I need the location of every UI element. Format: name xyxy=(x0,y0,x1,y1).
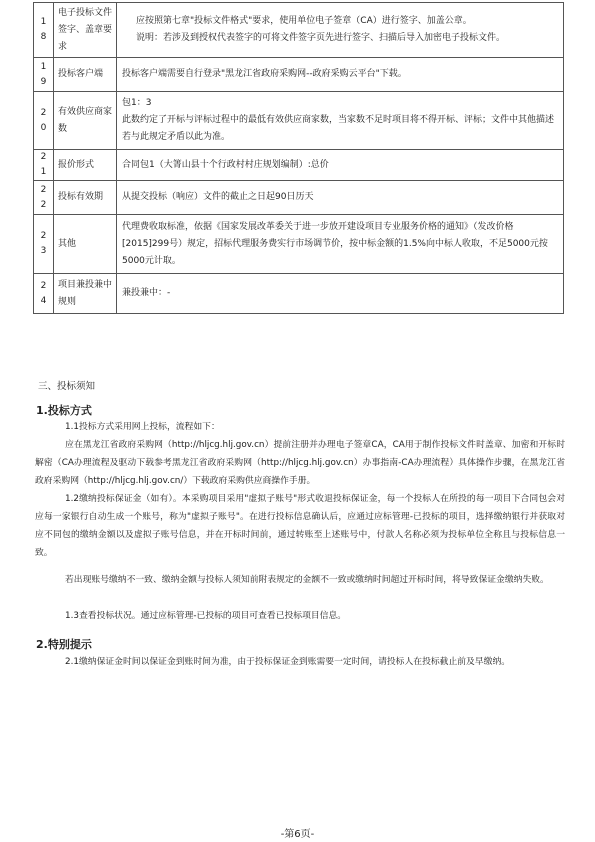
row-content-line: 从提交投标（响应）文件的截止之日起90日历天 xyxy=(122,192,314,202)
row-number xyxy=(34,274,54,314)
row-number-digit: 2 xyxy=(40,107,47,118)
row-number xyxy=(34,181,54,215)
table-row xyxy=(34,3,564,58)
bid-requirements-table xyxy=(33,2,564,314)
row-number-digit: 9 xyxy=(40,76,47,87)
row-label: 电子投标文件签字、盖章要求 xyxy=(54,3,117,58)
row-number-digit: 2 xyxy=(40,199,47,210)
row-content xyxy=(117,274,564,314)
row-content-line: 代理费收取标准，依据《国家发展改革委关于进一步放开建设项目专业服务价格的通知》（发改价格[2015]299号）规定，招标代理服务费实行市场调节价，按中标金额的1.5%向中标人收取，不足5000元按5000元计取。 xyxy=(122,221,548,266)
row-number-digit: 0 xyxy=(40,122,47,133)
row-content xyxy=(117,181,564,215)
page-number: -第6页- xyxy=(280,829,315,840)
row-number xyxy=(34,58,54,92)
row-label: 投标客户端 xyxy=(54,58,117,92)
table-row xyxy=(34,150,564,181)
row-content-line: 应按照第七章"投标文件格式"要求，使用单位电子签章（CA）进行签字、加盖公章。 xyxy=(136,16,472,26)
row-number-digit: 2 xyxy=(40,152,47,162)
para-1-2: 1.2缴纳投标保证金（如有）。本采购项目采用"虚拟子账号"形式收退投标保证金，每一个投标人在所投的每一项目下合同包会对应每一家银行自动生成一个账号，称为"虚拟子账号"。在进行投标信息确认后，应通过应标管理-已投标的项目，选择缴纳银行并获取对应不同包的缴纳金额以及虚拟子账号信息，并在开标时间前，通过转账至上述账号中，付款人名称必须为投标单位全称且与投标信息一致。 xyxy=(35,494,565,558)
row-number-digit: 2 xyxy=(40,231,47,241)
row-content-line: 投标客户端需要自行登录"黑龙江省政府采购网--政府采购云平台"下载。 xyxy=(122,69,407,79)
row-number-digit: 2 xyxy=(40,280,47,291)
row-content-line: 说明：若涉及到授权代表签字的可将文件签字页先进行签字、扫描后导入加密电子投标文件。 xyxy=(136,33,506,43)
para-1-3: 1.3查看投标状况。通过应标管理-已投标的项目可查看已投标项目信息。 xyxy=(65,611,347,621)
row-number xyxy=(34,92,54,150)
row-content-line: 兼投兼中：- xyxy=(122,288,171,298)
row-number xyxy=(34,3,54,58)
row-content xyxy=(117,92,564,150)
row-number-digit: 3 xyxy=(40,246,47,256)
row-label: 其他 xyxy=(54,215,117,274)
row-number-digit: 8 xyxy=(40,32,47,42)
row-content xyxy=(117,150,564,181)
table-row xyxy=(34,274,564,314)
row-label: 有效供应商家数 xyxy=(54,92,117,150)
row-content-line: 此数约定了开标与评标过程中的最低有效供应商家数，当家数不足时项目将不得开标、评标；文件中其他描述若与此规定矛盾以此为准。 xyxy=(122,115,555,142)
row-number-digit: 1 xyxy=(40,167,47,177)
row-label: 投标有效期 xyxy=(54,181,117,215)
para-1-1: 1.1投标方式采用网上投标，流程如下： xyxy=(65,422,220,432)
table-row xyxy=(34,215,564,274)
row-label: 报价形式 xyxy=(54,150,117,181)
row-content xyxy=(117,215,564,274)
row-label: 项目兼投兼中规则 xyxy=(54,274,117,314)
row-number-digit: 1 xyxy=(40,17,47,27)
row-number xyxy=(34,150,54,181)
row-content-line: 合同包1（大箐山县十个行政村村庄规划编制）:总价 xyxy=(122,159,329,170)
row-content xyxy=(117,58,564,92)
row-content-line: 包1：3 xyxy=(122,98,152,108)
row-number-digit: 1 xyxy=(40,61,47,72)
para-1-1-body: 应在黑龙江省政府采购网（http://hljcg.hlj.gov.cn）提前注册并办理电子签章CA，CA用于制作投标文件时盖章、加密和开标时解密（CA办理流程及驱动下载参考黑龙江省政府采购网（http://hljcg.hlj.gov.cn）办事指南-CA办理流程）具体操作步骤，在黑龙江省政府采购网（http://hljcg.hlj.gov.cn/）下载政府采购供应商操作手册。 xyxy=(35,440,565,486)
table-row xyxy=(34,181,564,215)
row-content xyxy=(117,3,564,58)
row-number xyxy=(34,215,54,274)
table-row xyxy=(34,92,564,150)
row-number-digit: 4 xyxy=(40,295,47,306)
row-number-digit: 2 xyxy=(40,184,47,195)
heading-bid-method: 1.投标方式 xyxy=(36,404,92,417)
table-row xyxy=(34,58,564,92)
para-1-2-note: 若出现账号缴纳不一致、缴纳金额与投标人须知前附表规定的金额不一致或缴纳时间超过开标时间，将导致保证金缴纳失败。 xyxy=(65,575,549,585)
para-2-1: 2.1缴纳保证金时间以保证金到账时间为准，由于投标保证金到账需要一定时间，请投标人在投标截止前及早缴纳。 xyxy=(65,657,511,667)
section-title: 三、投标须知 xyxy=(38,381,96,392)
heading-special-notice: 2.特别提示 xyxy=(36,638,92,651)
